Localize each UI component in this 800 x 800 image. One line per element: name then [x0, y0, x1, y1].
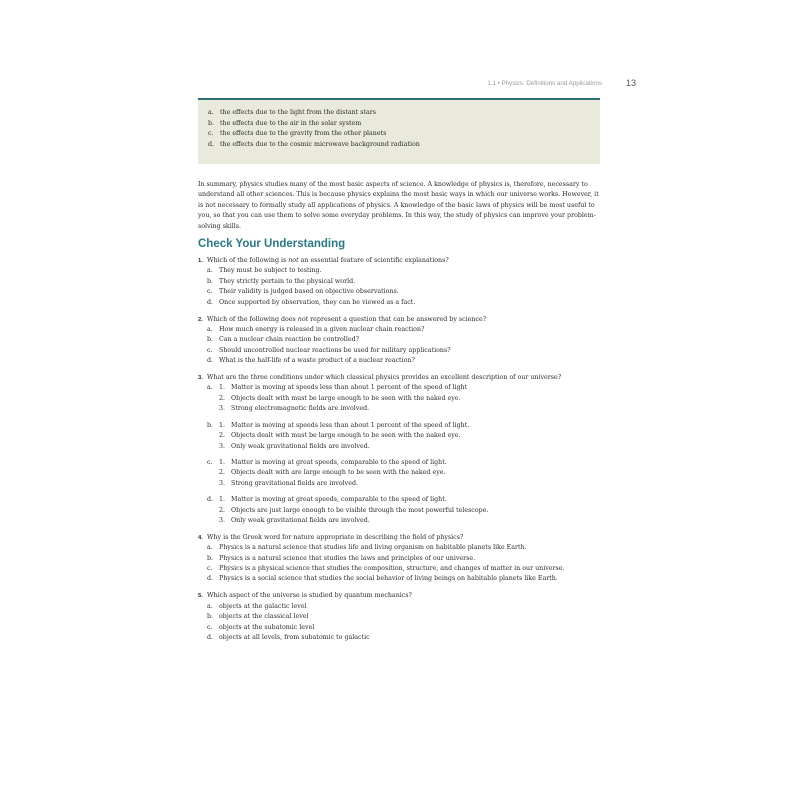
choice-c: c. Should uncontrolled nuclear reactions be used for military applications? — [207, 346, 451, 354]
choice-a: a. They must be subject to testing. — [207, 267, 322, 275]
choice-d: d. Physics is a social science that studies the social behavior of living beings on habitable planets like Earth. — [207, 575, 558, 583]
condition-list — [219, 421, 469, 452]
condition-list — [219, 458, 447, 489]
choice-a: a. How much energy is released in a given nuclear chain reaction? — [207, 325, 425, 333]
option-letter: c. — [208, 130, 214, 138]
condition-item: 1. Matter is moving at great speeds, comparable to the speed of light. — [219, 458, 447, 466]
choice-list — [198, 602, 602, 644]
question-text: Why is the Greek word for nature appropriate in describing the field of physics? — [207, 533, 464, 541]
choice-list — [198, 266, 602, 308]
question-stem — [198, 373, 602, 383]
condition-item: 2. Objects are just large enough to be visible through the most powerful telescope. — [219, 506, 489, 514]
answer-box-options — [208, 108, 600, 150]
question-stem — [198, 533, 602, 543]
condition-item: 3. Strong gravitational fields are involved. — [219, 479, 358, 487]
choice-c: c. Physics is a physical science that studies the composition, structure, and changes of matter in our universe. — [207, 565, 565, 573]
option-letter: d. — [208, 140, 215, 148]
choice-d: d. Once supported by observation, they can be viewed as a fact. — [207, 298, 416, 306]
choice-b: b. Can a nuclear chain reaction be controlled? — [207, 336, 359, 344]
question-number: 1. — [198, 258, 203, 264]
choice-c: c. objects at the subatomic level — [207, 623, 315, 631]
option-letter: a. — [208, 109, 214, 116]
question-number: 5. — [198, 593, 203, 600]
question-5 — [198, 591, 602, 643]
choice-a: a. Physics is a natural science that studies life and living organism on habitable planets like Earth. — [207, 544, 527, 552]
question-stem — [198, 256, 602, 266]
answer-option-a — [208, 108, 600, 119]
condition-item: 2. Objects dealt with must be large enough to be seen with the naked eye. — [219, 394, 461, 402]
choice-list — [198, 325, 602, 367]
condition-item: 2. Objects dealt with are large enough to be seen with the naked eye. — [219, 469, 446, 477]
question-number: 2. — [198, 316, 203, 323]
choice-a: a. objects at the galactic level — [207, 602, 307, 610]
running-header: 1.1 • Physics: Definitions and Applications — [487, 80, 602, 87]
section-heading: Check Your Understanding — [198, 238, 346, 250]
question-4 — [198, 533, 602, 585]
question-number: 4. — [198, 534, 203, 541]
question-1 — [198, 256, 602, 308]
choice-d: d. 1. Matter is moving at great speeds, comparable to the speed of light. 2. Objects are just large enough to be visible through the most powerful telescope. 3. Only weak gravitational fields are involved. — [207, 495, 602, 526]
question-text: Which aspect of the universe is studied by quantum mechanics? — [207, 592, 412, 600]
answer-option-c — [208, 129, 600, 140]
choice-c: c. 1. Matter is moving at great speeds, comparable to the speed of light. 2. Objects dealt with are large enough to be seen with the naked eye. 3. Strong gravitational fields are involved. — [207, 458, 602, 489]
condition-item: 3. Strong electromagnetic fields are involved. — [219, 405, 370, 413]
answer-option-d — [208, 140, 600, 151]
choice-d: d. What is the half-life of a waste product of a nuclear reaction? — [207, 357, 415, 365]
choice-b: b. objects at the classical level — [207, 613, 309, 621]
choice-b: b. Physics is a natural science that studies the laws and principles of our universe. — [207, 554, 476, 562]
choice-c: c. Their validity is judged based on objective observations. — [207, 288, 399, 296]
condition-item: 1. Matter is moving at speeds less than about 1 percent of the speed of light. — [219, 421, 470, 429]
emphasis: not — [288, 257, 299, 264]
question-2 — [198, 315, 602, 367]
option-letter: b. — [208, 119, 215, 127]
question-3 — [198, 373, 602, 526]
choice-list — [198, 543, 602, 585]
choice-a: a. 1. Matter is moving at speeds less than about 1 percent of the speed of light 2. Objects dealt with must be large enough to be seen with the naked eye. 3. Strong electromagnetic fields are involved. — [207, 383, 602, 414]
choice-b: b. They strictly pertain to the physical world. — [207, 277, 356, 285]
emphasis: not — [297, 315, 309, 323]
condition-item: 2. Objects dealt with must be large enough to be seen with the naked eye. — [219, 432, 461, 440]
option-text: the effects due to the air in the solar system — [220, 119, 362, 127]
question-text: What are the three conditions under which classical physics provides an excellent description of our universe? — [207, 374, 562, 382]
option-text: the effects due to the light from the distant stars — [220, 109, 376, 116]
condition-list — [219, 495, 488, 526]
condition-list — [219, 383, 467, 414]
option-text: the effects due to the gravity from the other planets — [220, 130, 387, 138]
question-number: 3. — [198, 375, 203, 382]
summary-paragraph: In summary, physics studies many of the most basic aspects of science. A knowledge of physics is, therefore, necessary to understand all other sciences. This is because physics explains the most basic ways in which our universe works. However, it is not necessary to formally study all applications of physics. A knowledge of the basic laws of physics will be most useful to you, so that you can use them to solve some everyday problems. In this way, the study of physics can improve your problem-solving skills. — [198, 181, 599, 230]
choice-d: d. objects at all levels, from subatomic to galactic — [207, 634, 370, 641]
choice-b: b. 1. Matter is moving at speeds less than about 1 percent of the speed of light. 2. Objects dealt with must be large enough to be seen with the naked eye. 3. Only weak gravitational fields are involved. — [207, 421, 602, 452]
option-text: the effects due to the cosmic microwave background radiation — [220, 140, 420, 148]
page-number: 13 — [626, 78, 637, 88]
questions-list — [198, 256, 602, 650]
choice-list — [198, 383, 602, 526]
question-stem — [198, 591, 602, 601]
question-text: Which of the following does not represent a question that can be answered by science? — [207, 315, 487, 323]
answer-box — [198, 100, 600, 164]
condition-item: 1. Matter is moving at speeds less than about 1 percent of the speed of light — [219, 384, 468, 392]
condition-item: 3. Only weak gravitational fields are involved. — [219, 442, 370, 450]
question-stem — [198, 315, 602, 325]
condition-item: 1. Matter is moving at great speeds, comparable to the speed of light. — [219, 496, 447, 504]
question-text: Which of the following is not an essential feature of scientific explanations? — [207, 257, 449, 264]
answer-option-b — [208, 119, 600, 130]
condition-item: 3. Only weak gravitational fields are involved. — [219, 516, 370, 524]
